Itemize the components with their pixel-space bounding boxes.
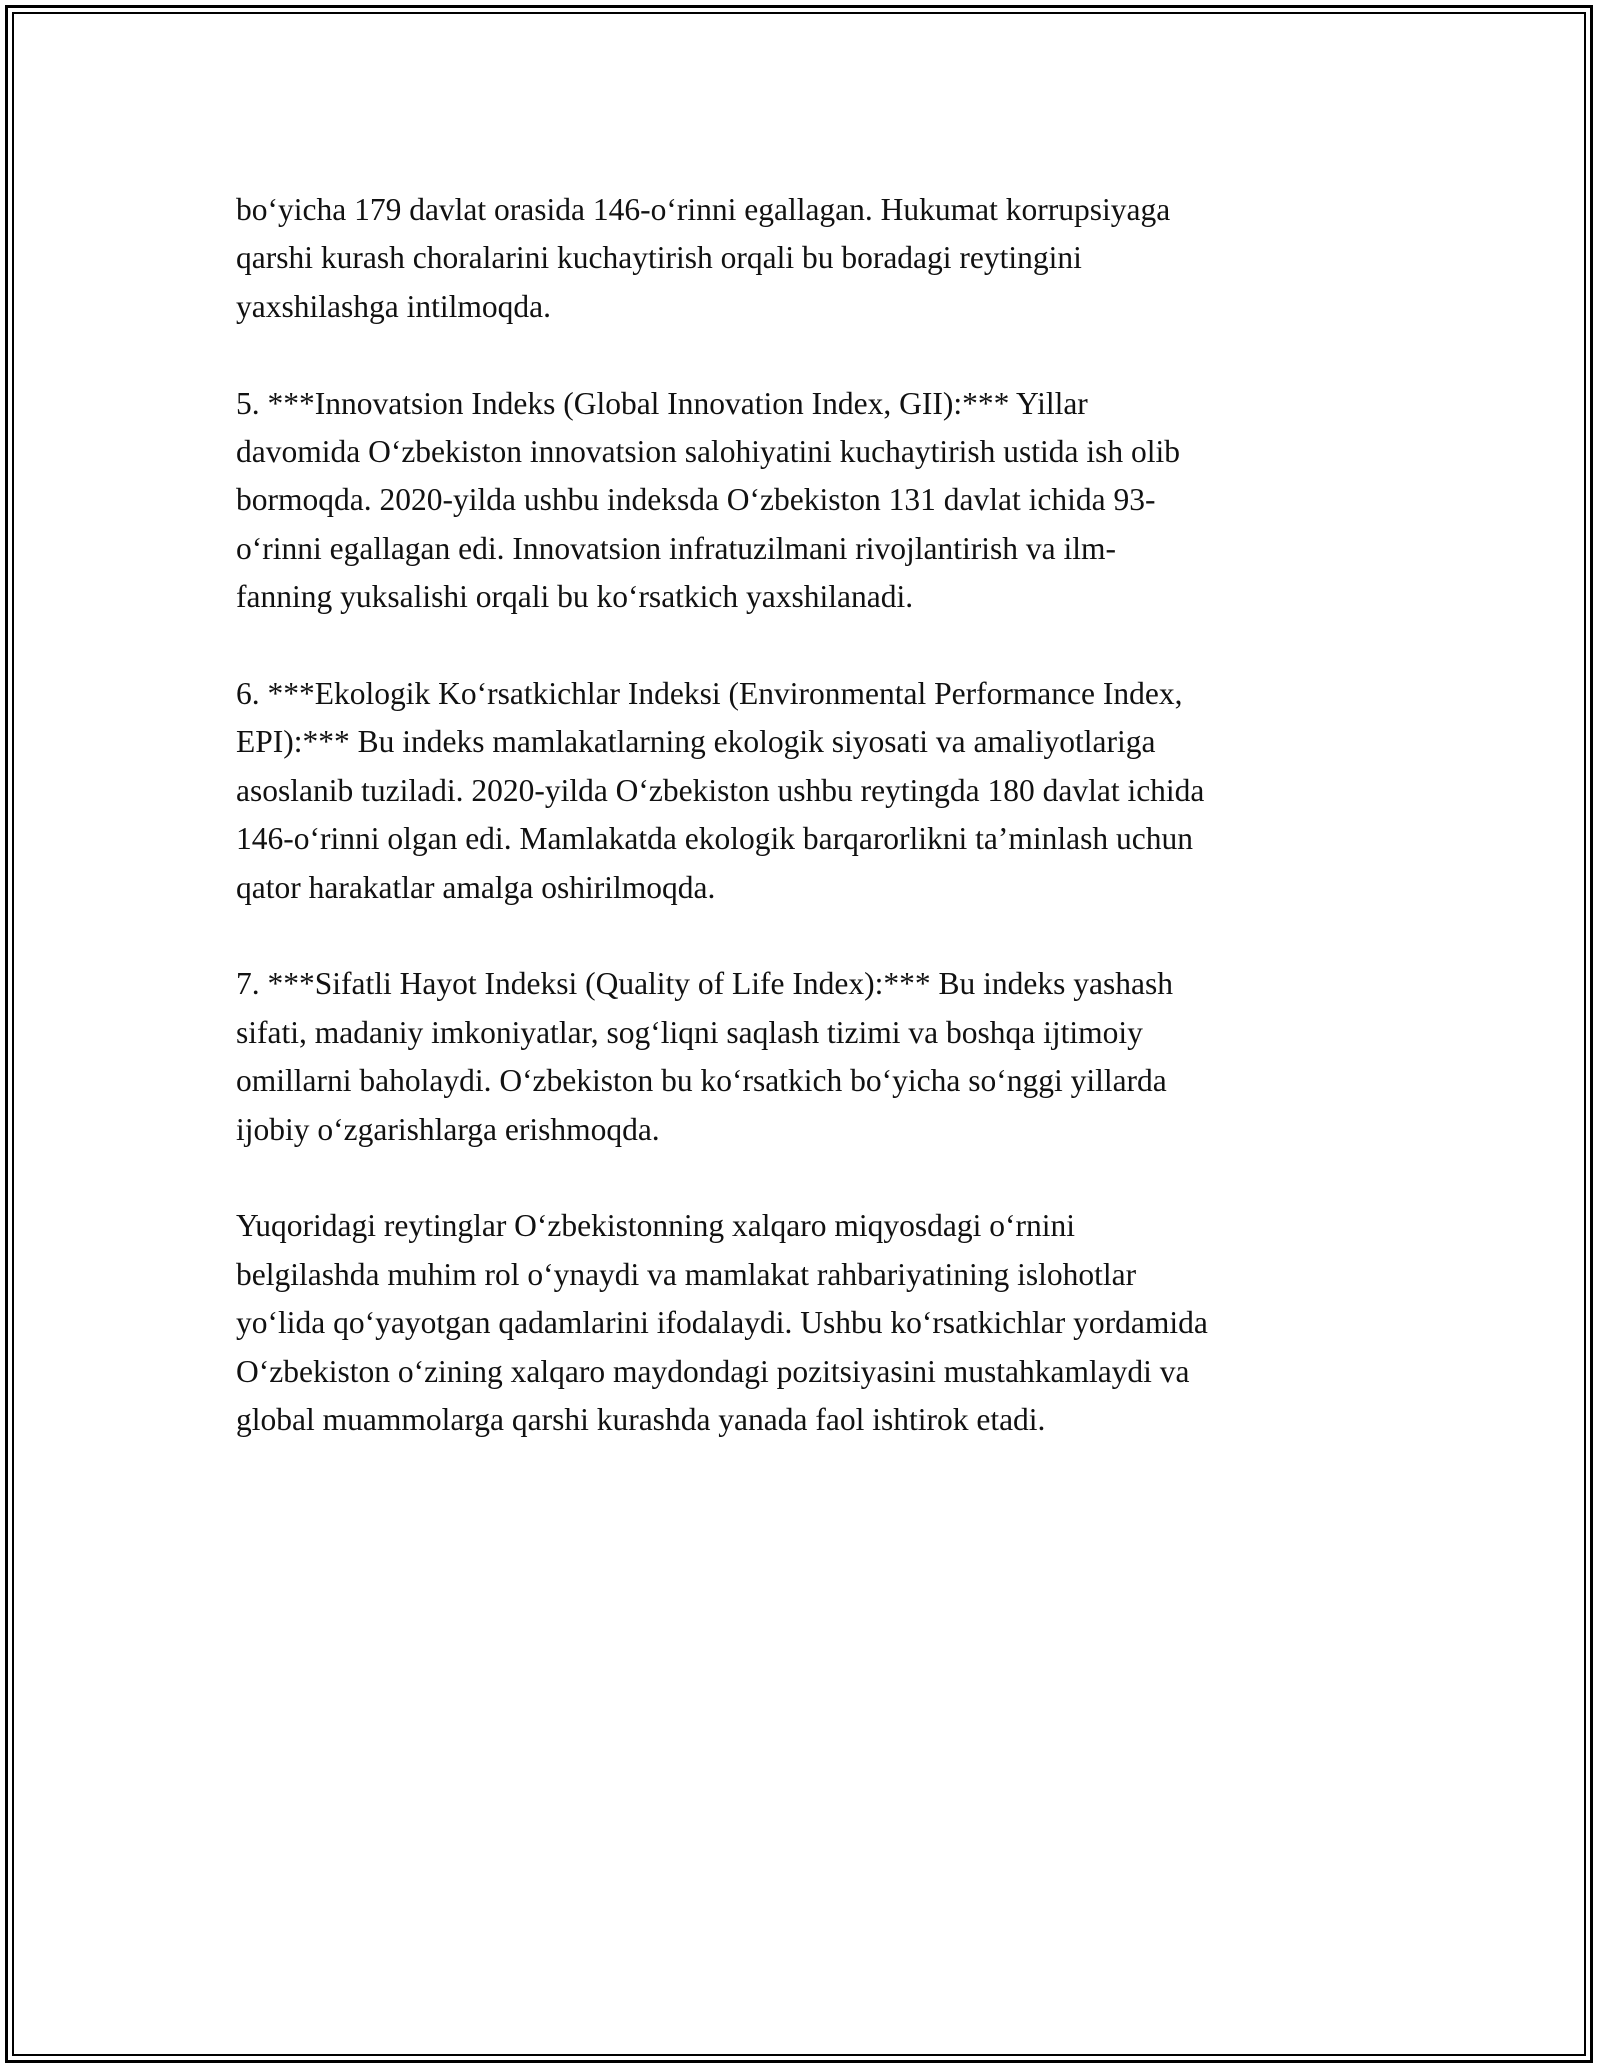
document-body: [236, 186, 1376, 1493]
paragraph-conclusion: Yuqoridagi reytinglar O‘zbekistonning xalqaro miqyosdagi o‘rnini belgilashda muhim rol o‘ynaydi va mamlakat rahbariyatining islohotlar yo‘lida qo‘yayotgan qadamlarini ifodalaydi. Ushbu ko‘rsatkichlar yordamida O‘zbekiston o‘zining xalqaro maydondagi pozitsiyasini mustahkamlaydi va global muammolarga qarshi kurashda yanada faol ishtirok etadi.: [236, 1208, 1208, 1438]
paragraph-corruption-continuation: bo‘yicha 179 davlat orasida 146-o‘rinni egallagan. Hukumat korrupsiyaga qarshi kurash choralarini kuchaytirish orqali bu boradagi reytingini yaxshilashga intilmoqda.: [236, 192, 1171, 324]
paragraph-quality-of-life-index: 7. ***Sifatli Hayot Indeksi (Quality of Life Index):*** Bu indeks yashash sifati, madaniy imkoniyatlar, sog‘liqni saqlash tizimi va boshqa ijtimoiy omillarni baholaydi. O‘zbekiston bu ko‘rsatkich bo‘yicha so‘nggi yillarda ijobiy o‘zgarishlarga erishmoqda.: [236, 966, 1173, 1147]
paragraph-global-innovation-index: 5. ***Innovatsion Indeks (Global Innovation Index, GII):*** Yillar davomida O‘zbekiston innovatsion salohiyatini kuchaytirish ustida ish olib bormoqda. 2020-yilda ushbu indeksda O‘zbekiston 131 davlat ichida 93- o‘rinni egallagan edi. Innovatsion infratuzilmani rivojlantirish va ilm- fanning yuksalishi orqali bu ko‘rsatkich yaxshilanadi.: [236, 385, 1181, 615]
paragraph-environmental-performance-index: 6. ***Ekologik Ko‘rsatkichlar Indeksi (Environmental Performance Index, EPI):*** Bu indeks mamlakatlarning ekologik siyosati va amaliyotlariga asoslanib tuziladi. 2020-yilda O‘zbekiston ushbu reytingda 180 davlat ichida 146-o‘rinni olgan edi. Mamlakatda ekologik barqarorlikni ta’minlash uchun qator harakatlar amalga oshirilmoqda.: [236, 676, 1205, 905]
